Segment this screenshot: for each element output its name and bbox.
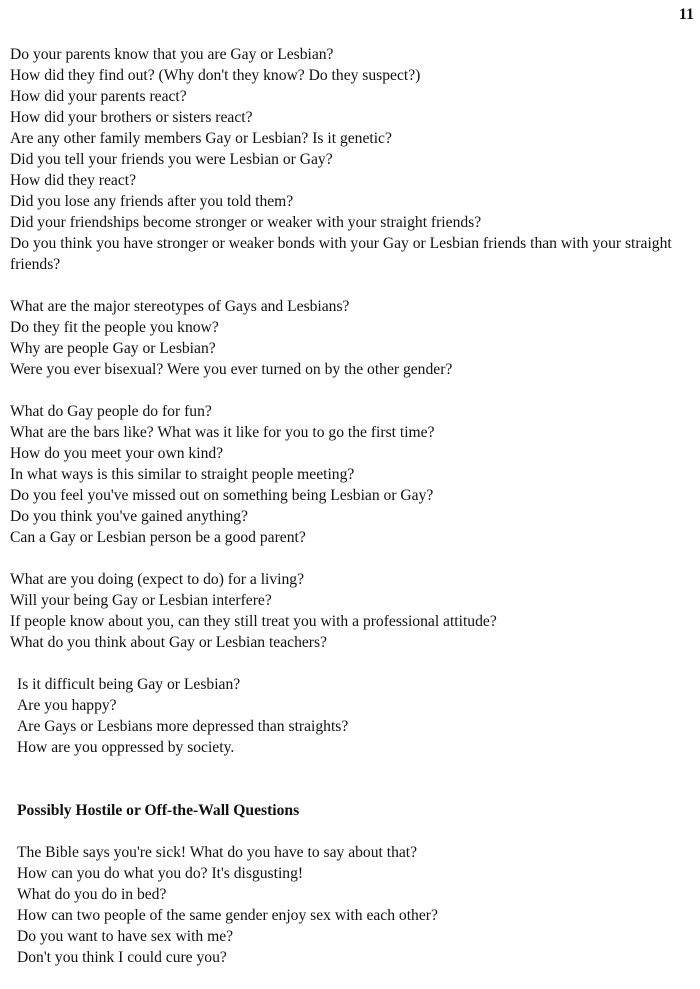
question-line: The Bible says you're sick! What do you have to say about that? [17, 844, 418, 861]
question-group-wellbeing [10, 674, 696, 758]
question-line: Do you feel you've missed out on something being Lesbian or Gay? [10, 487, 434, 504]
question-line: Do your parents know that you are Gay or Lesbian? [10, 46, 334, 63]
question-line: What are the major stereotypes of Gays and Lesbians? [10, 298, 350, 315]
question-line: Will your being Gay or Lesbian interfere? [10, 592, 272, 609]
question-group-hostile [10, 842, 696, 968]
question-line: What are you doing (expect to do) for a living? [10, 571, 305, 588]
question-group-stereotypes [10, 296, 696, 380]
question-line: Can a Gay or Lesbian person be a good parent? [10, 529, 306, 546]
question-line: Why are people Gay or Lesbian? [10, 340, 216, 357]
question-line: Are Gays or Lesbians more depressed than straights? [17, 718, 349, 735]
question-line: What are the bars like? What was it like for you to go the first time? [10, 424, 435, 441]
section-heading: Possibly Hostile or Off-the-Wall Questions [17, 802, 300, 819]
question-line: How are you oppressed by society. [17, 739, 235, 756]
page-content [10, 44, 696, 989]
question-line: Do you want to have sex with me? [17, 928, 234, 945]
question-line: Are you happy? [17, 697, 117, 714]
question-line: Do you think you've gained anything? [10, 508, 248, 525]
question-group-social-life [10, 401, 696, 548]
question-line: Were you ever bisexual? Were you ever turned on by the other gender? [10, 361, 453, 378]
question-line: If people know about you, can they still treat you with a professional attitude? [10, 613, 497, 630]
question-line: Do you think you have stronger or weaker bonds with your Gay or Lesbian friends than with your straight friends? [10, 235, 672, 273]
question-line: What do Gay people do for fun? [10, 403, 212, 420]
question-line: What do you think about Gay or Lesbian teachers? [10, 634, 327, 651]
question-group-family-friends [10, 44, 696, 275]
question-line: In what ways is this similar to straight people meeting? [10, 466, 355, 483]
question-line: How did your brothers or sisters react? [10, 109, 253, 126]
question-line: How can two people of the same gender enjoy sex with each other? [17, 907, 438, 924]
question-line: Did you tell your friends you were Lesbian or Gay? [10, 151, 333, 168]
question-line: How did your parents react? [10, 88, 187, 105]
question-line: What do you do in bed? [17, 886, 167, 903]
question-line: Did you lose any friends after you told them? [10, 193, 294, 210]
question-line: How can you do what you do? It's disgusting! [17, 865, 304, 882]
page-number: 11 [678, 6, 694, 23]
question-line: Are any other family members Gay or Lesbian? Is it genetic? [10, 130, 392, 147]
question-line: How did they react? [10, 172, 136, 189]
question-line: Did your friendships become stronger or weaker with your straight friends? [10, 214, 482, 231]
question-group-career [10, 569, 696, 653]
question-line: Do they fit the people you know? [10, 319, 219, 336]
section-spacer [10, 779, 696, 800]
question-line: How do you meet your own kind? [10, 445, 224, 462]
question-line: Is it difficult being Gay or Lesbian? [17, 676, 241, 693]
question-line: Don't you think I could cure you? [17, 949, 227, 966]
question-line: How did they find out? (Why don't they know? Do they suspect?) [10, 67, 421, 84]
